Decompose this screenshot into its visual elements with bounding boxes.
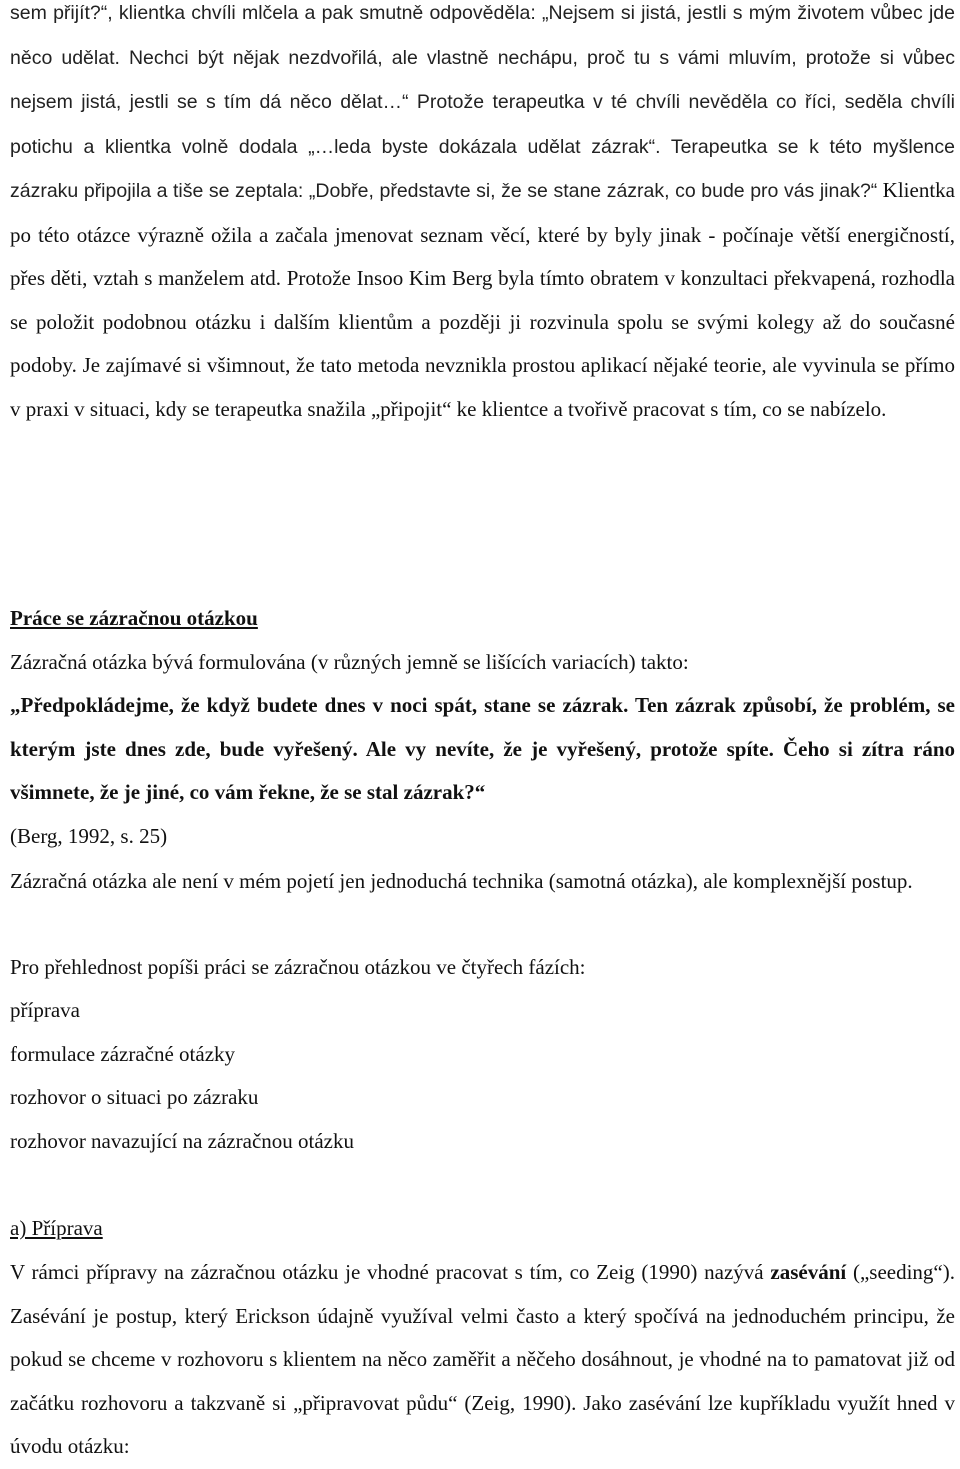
intro-paragraph <box>10 0 955 431</box>
miracle-question: „Předpokládejme, že když budete dnes v noci spát, stane se zázrak. Ten zázrak způsobí, že problém, se kterým jste dnes zde, bude vyřešený. Ale vy nevíte, že je vyřešený, protože spíte. Čeho si zítra ráno všimnete, že je jiné, co vám řekne, že se stal zázrak?“ <box>10 693 955 804</box>
list-item: formulace zázračné otázky <box>10 1041 236 1066</box>
intro-sentence-method-origin: Protože Insoo Kim Berg byla tímto obratem v konzultaci překvapená, rozhodla se položit podobnou otázku i dalším klientům a později ji rozvinula spolu se svými kolegy až do současné podoby. Je zajímavé si všimnout, že tato metoda nevznikla prostou aplikací nějaké teorie, ale vyvinula se přímo v praxi v situaci, kdy se terapeutka snažila „připojit“ ke klientce a tvořivě pracovat s tím, co se nabízelo. <box>10 266 955 421</box>
intro-sentence-client-reaction: Klientka po této otázce výrazně ožila a začala jmenovat seznam věcí, které by byly jinak - počínaje větší energičností, přes děti, vztah s manželem atd. <box>10 178 955 290</box>
intro-sentence-therapist-question: Terapeutka se k této myšlence zázraku připojila a tiše se zeptala: „Dobře, představte si, že se stane zázrak, co bude pro vás jinak?“ <box>10 135 955 202</box>
subsection-heading: a) Příprava <box>10 1216 103 1240</box>
prep-text-start: V rámci přípravy na zázračnou otázku je vhodné pracovat s tím, co Zeig (1990) nazývá <box>10 1260 771 1284</box>
section-heading: Práce se zázračnou otázkou <box>10 606 258 630</box>
list-item: rozhovor o situaci po zázraku <box>10 1085 259 1109</box>
seeding-term: zasévání <box>770 1260 847 1284</box>
list-item: příprava <box>10 998 80 1022</box>
list-item: rozhovor navazující na zázračnou otázku <box>10 1128 354 1153</box>
phases-intro: Pro přehlednost popíši práci se zázračnou otázkou ve čtyřech fázích: <box>10 955 586 979</box>
prep-text-rest: („seeding“). Zasévání je postup, který Erickson údajně využíval velmi často a který spočívá na jednoduchém principu, že pokud se chceme v rozhovoru s klientem na něco zaměřit a něčeho dosáhnout, je vhodné na to pamatovat již od začátku rozhovoru a takzvaně si „připravovat půdu“ (Zeig, 1990). Jako zasévání lze kupříkladu využít hned v úvodu otázku: <box>10 1260 955 1458</box>
intro-sentence-quote: sem přijít?“, klientka chvíli mlčela a pak smutně odpověděla: „Nejsem si jistá, jestli s mým životem vůbec jde něco udělat. Nechci být nějak nezdvořilá, ale vlastně nechápu, proč tu s vámi mluvím, protože si vůbec nejsem jistá, jestli se s tím dá něco dělat…“ Protože terapeutka v té chvíli nevěděla co říci, seděla chvíli potichu a klientka volně dodala „…leda byste dokázala udělat zázrak“. <box>10 2 955 158</box>
citation: (Berg, 1992, s. 25) <box>10 824 168 848</box>
phases-list <box>10 989 354 1163</box>
formulation-intro: Zázračná otázka bývá formulována (v různých jemně se lišících variacích) takto: <box>10 650 689 674</box>
preparation-paragraph <box>10 1251 955 1469</box>
complex-approach-text: Zázračná otázka ale není v mém pojetí jen jednoduchá technika (samotná otázka), ale komplexnější postup. <box>10 869 913 893</box>
